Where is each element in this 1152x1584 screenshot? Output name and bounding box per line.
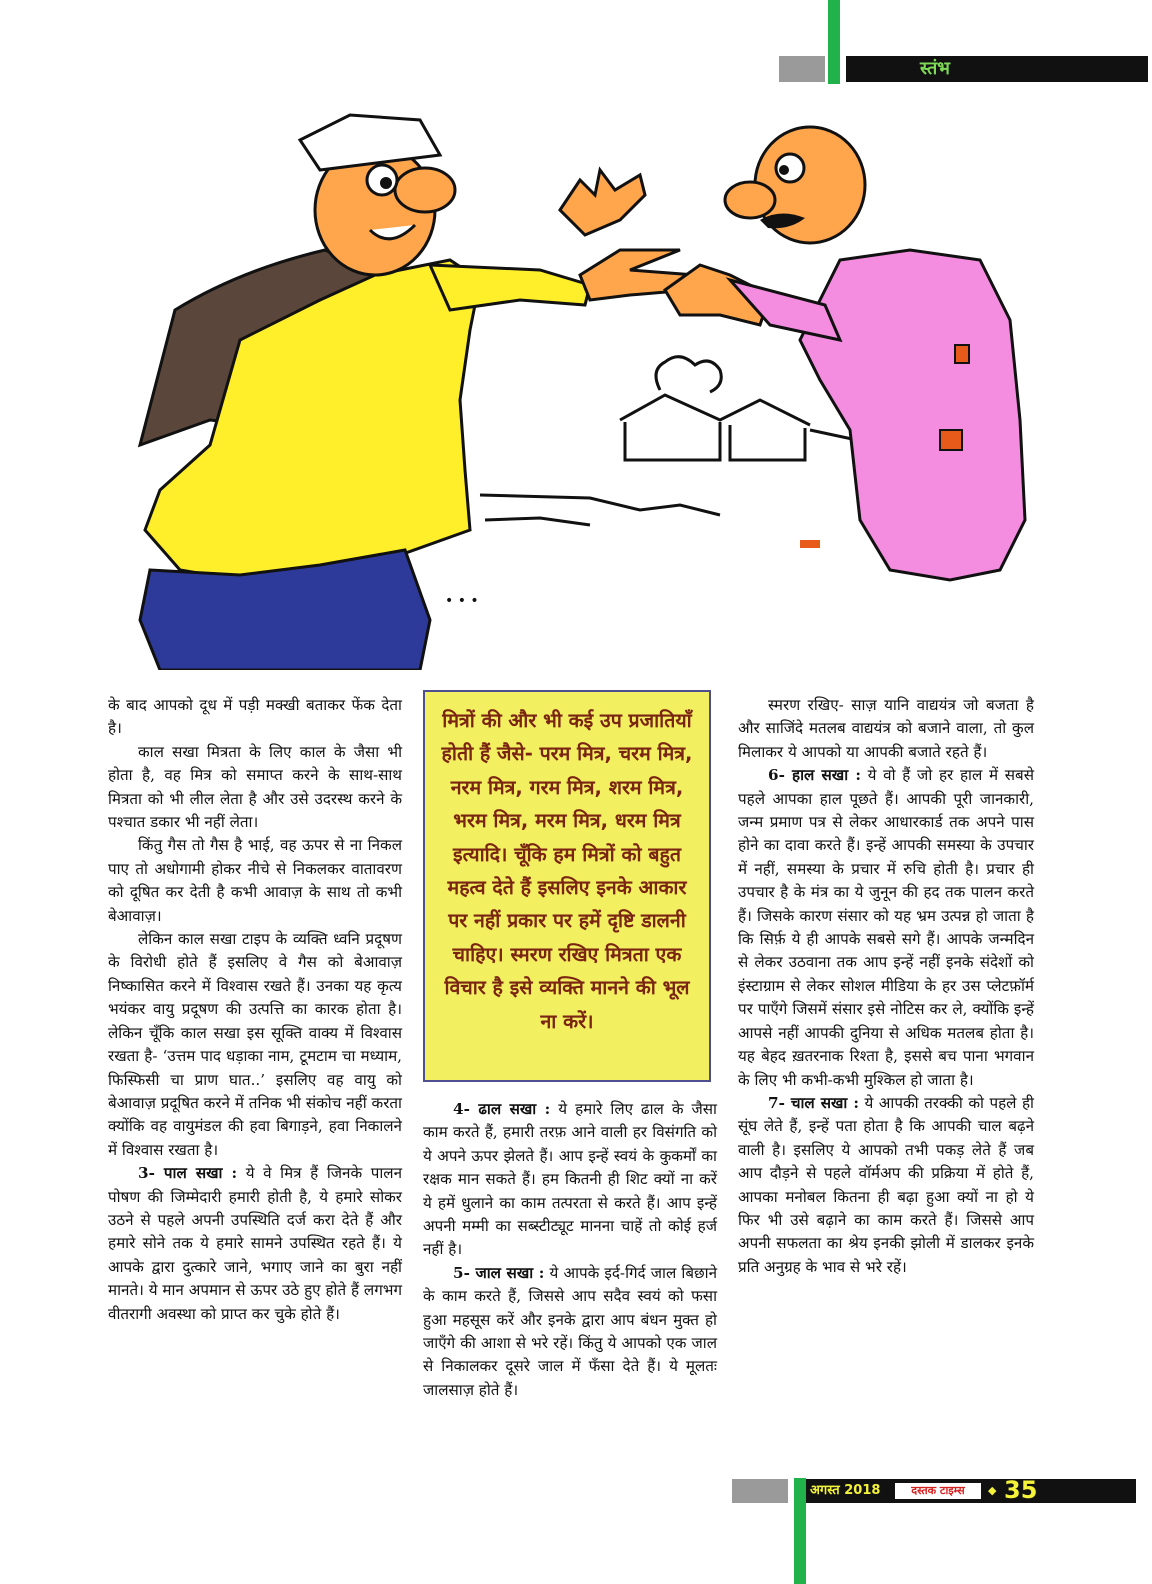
paragraph (423, 1098, 717, 1262)
header-green-bar (828, 0, 840, 84)
text-column-1 (108, 694, 402, 1326)
right-man-kurta (800, 250, 1025, 580)
paragraph (738, 1092, 1034, 1279)
subheading-chal-sakha: 7- चाल सखा : (768, 1093, 859, 1112)
paragraph: किंतु गैस तो गैस है भाई, वह ऊपर से ना निकल पाए तो अधोगामी होकर नीचे से निकलकर वातावरण को दूषित कर देती है कभी आवाज़ के साथ तो कभी बेआवाज़। (108, 836, 402, 925)
paragraph-body: ये हमारे लिए ढाल के जैसा काम करते हैं, हमारी तरफ़ आने वाली हर विसंगति को ये अपने ऊपर झेलते हैं। आप इन्हें स्वयं के कुकर्मों का रक्षक मान सकते हैं। हम कितनी ही शिट क्यों ना करें ये हमें धुलाने का काम तत्परता से करते हैं। आप इन्हें अपनी मम्मी का सब्स्टीट्यूट मानना चाहें तो कोई हर्ज नहीं है। (423, 1100, 717, 1259)
page-number: 35 (1004, 1476, 1038, 1504)
subheading-pal-sakha: 3- पाल सखा : (138, 1164, 238, 1183)
issue-date: अगस्त 2018 (810, 1483, 881, 1498)
subheading-hal-sakha: 6- हाल सखा : (768, 766, 861, 785)
subheading-jal-sakha: 5- जाल सखा : (453, 1263, 545, 1282)
paragraph (108, 1162, 402, 1326)
magazine-logo: दस्तक टाइम्स (895, 1483, 981, 1499)
paragraph-body: ये आपके इर्द-गिर्द जाल बिछाने के काम करते हैं, जिससे आप सदैव स्वयं को फसा हुआ महसूस करें और इनके द्वारा आप बंधन मुक्त हो जाएँगे की आशा से भरे रहें। किंतु ये आपको एक जाल से निकालकर दूसरे जाल में फँसा देते हैं। ये मूलतः जालसाज़ होते हैं। (423, 1263, 717, 1399)
footer-green-bar (794, 1478, 806, 1584)
header-black-band (846, 56, 1148, 82)
svg-text:• • •: • • • (445, 593, 479, 609)
paragraph: लेकिन काल सखा टाइप के व्यक्ति ध्वनि प्रदूषण के विरोधी होते हैं इसलिए वे गैस को बेआवाज़ निष्कासित करने में विश्वास रखते हैं। उनका यह कृत्य भयंकर वायु प्रदूषण की उत्पत्ति का कारक होता है। लेकिन चूँकि काल सखा इस सूक्ति वाक्य में विश्वास रखता है- ‘उत्तम पाद धड़ाका नाम, टूमटाम चा मध्याम, फिस्फिसी चा प्राण घात..’ इसलिए वह वायु को बेआवाज़ प्रदूषित करने में तनिक भी संकोच नहीं करता क्योंकि वह वायुमंडल की हवा बिगाड़ने, हवा निकालने में विश्वास रखता है। (108, 930, 402, 1159)
header-grey-block (779, 56, 825, 82)
pull-quote-box: मित्रों की और भी कई उप प्रजातियाँ होती हैं जैसे- परम मित्र, चरम मित्र, नरम मित्र, गरम मित्र, शरम मित्र, भरम मित्र, मरम मित्र, धरम मित्र इत्यादि। चूँकि हम मित्रों को बहुत महत्व देते हैं इसलिए इनके आकार पर नहीं प्रकार पर हमें दृष्टि डालनी चाहिए। स्मरण रखिए मित्रता एक विचार है इसे व्यक्ति मानने की भूल ना करें। (423, 690, 711, 1082)
footer-grey-block (732, 1479, 788, 1503)
paragraph-body: ये वे मित्र हैं जिनके पालन पोषण की जिम्मेदारी हमारी होती है, ये हमारे सोकर उठने से पहले अपनी उपस्थिति दर्ज करा देते हैं और हमारे सोने तक ये हमारे सामने उपस्थित रहते हैं। ये आपके द्वारा दुत्कारे जाने, भगाए जाने का बुरा नहीं मानते। ये मान अपमान से ऊपर उठे हुए होते हैं लगभग वीतरागी अवस्था को प्राप्त कर चुके होते हैं। (108, 1164, 402, 1323)
text-column-3 (738, 694, 1034, 1279)
paragraph-body: ये आपकी तरक्की को पहले ही सूंघ लेते हैं, इन्हें पता होता है कि आपकी चाल बढ़ने वाली है। इसलिए ये आपको तभी पकड़ लेते हैं जब आप दौड़ने से पहले वॉर्मअप की प्रक्रिया में होते हैं, आपका मनोबल कितना ही बढ़ा हुआ क्यों ना हो ये फिर भी उसे बढ़ाने का काम करते हैं। जिससे आप अपनी सफलता का श्रेय इनकी झोली में डालकर इनके प्रति अनुग्रह के भाव से भरे रहें। (738, 1093, 1034, 1276)
paragraph: काल सखा मित्रता के लिए काल के जैसा भी होता है, वह मित्र को समाप्त करने के साथ-साथ मित्रता को भी लील लेता है और उसे उदरस्थ करने के पश्चात डकार भी नहीं लेता। (108, 742, 402, 832)
cartoon-illustration (120, 100, 1040, 670)
paragraph-body: ये वो हैं जो हर हाल में सबसे पहले आपका हाल पूछते हैं। आपकी पूरी जानकारी, जन्म प्रमाण पत्र से लेकर आधारकार्ड तक अपने पास होने का दावा करते हैं। इन्हें आपकी समस्या के उपचार में नहीं, समस्या के प्रचार में रुचि होती है। प्रचार ही उपचार है के मंत्र का ये जुनून की हद तक पालन करते हैं। जिसके कारण संसार को यह भ्रम उत्पन्न हो जाता है कि सिर्फ़ ये ही आपके सबसे सगे हैं। आपके जन्मदिन से लेकर उठवाना तक आप इन्हें नहीं इनके संदेशों को इंस्टाग्राम से लेकर सोशल मीडिया के हर उस प्लेटफ़ॉर्म पर पाएँगे जिसमें संसार इसे नोटिस कर ले, क्योंकि इन्हें आपसे नहीं आपकी दुनिया से अधिक मतलब होता है। यह बेहद ख़तरनाक रिश्ता है, इससे बच पाना भगवान के लिए भी कभी-कभी मुश्किल हो जाता है। (738, 766, 1034, 1089)
left-man-cap (300, 115, 440, 170)
right-man-nose (725, 182, 775, 218)
left-man-arm (430, 265, 590, 310)
text-column-2 (423, 1098, 717, 1402)
left-man-hands (560, 170, 695, 300)
subheading-dhal-sakha: 4- ढाल सखा : (453, 1100, 551, 1118)
paragraph: स्मरण रखिए- साज़ यानि वाद्ययंत्र जो बजता है और साजिंदे मतलब वाद्ययंत्र को बजाने वाला, तो कुल मिलाकर ये आपको या आपकी बजाते रहते हैं। (738, 696, 1034, 761)
paragraph: के बाद आपको दूध में पड़ी मक्खी बताकर फेंक देता है। (108, 696, 402, 738)
paragraph (738, 764, 1034, 1092)
section-title: स्तंभ (920, 58, 950, 79)
left-man-nose (395, 168, 455, 212)
diamond-separator-icon: ◆ (988, 1484, 997, 1497)
paragraph (423, 1262, 717, 1402)
